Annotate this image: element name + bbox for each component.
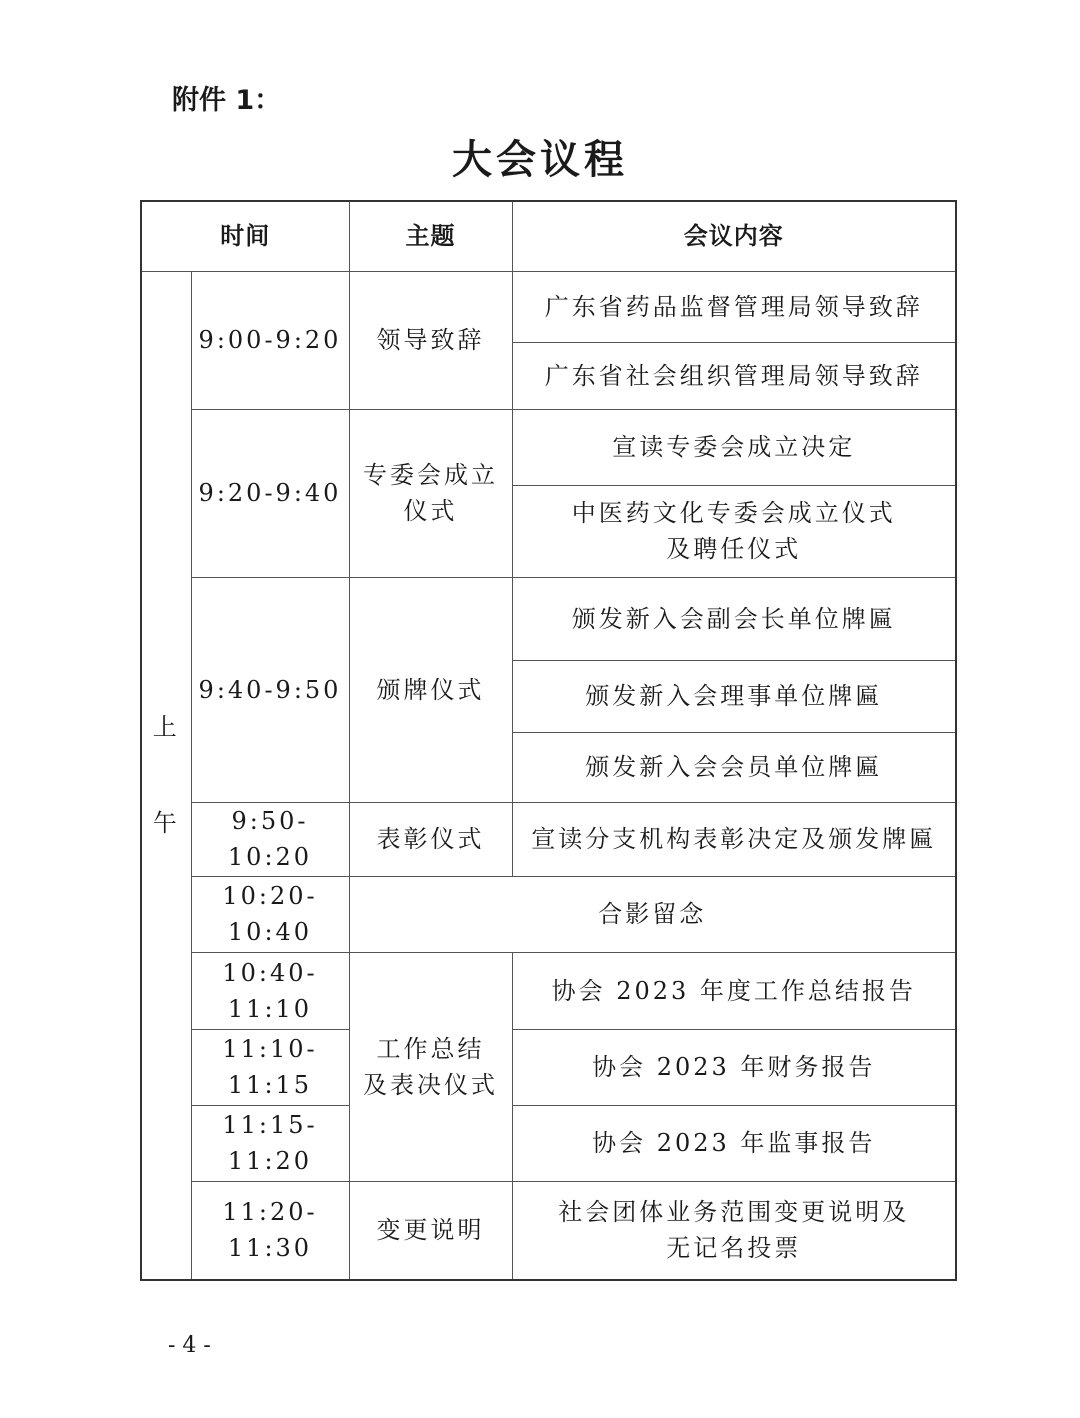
content-cell xyxy=(512,1181,956,1280)
time-cell: 9:40-9:50 xyxy=(191,577,349,802)
theme-line: 仪式 xyxy=(403,497,458,525)
time-cell: 11:10-11:15 xyxy=(191,1029,349,1105)
content-cell: 颁发新入会理事单位牌匾 xyxy=(512,660,956,732)
table-row xyxy=(141,1181,956,1280)
content-line: 社会团体业务范围变更说明及 xyxy=(558,1198,910,1227)
table-row xyxy=(141,802,956,876)
content-cell: 广东省社会组织管理局领导致辞 xyxy=(512,342,956,409)
theme-cell xyxy=(349,409,512,577)
content-cell: 广东省药品监督管理局领导致辞 xyxy=(512,271,956,342)
header-content: 会议内容 xyxy=(512,201,956,271)
table-row xyxy=(141,1029,956,1105)
theme-line: 专委会成立 xyxy=(363,461,498,489)
theme-cell: 颁牌仪式 xyxy=(349,577,512,802)
time-cell: 9:20-9:40 xyxy=(191,409,349,577)
table-row xyxy=(141,577,956,660)
period-cell xyxy=(141,271,191,1280)
theme-cell: 领导致辞 xyxy=(349,271,512,409)
attachment-label: 附件 1： xyxy=(172,85,282,116)
content-cell: 协会 2023 年监事报告 xyxy=(512,1105,956,1181)
time-cell: 9:00-9:20 xyxy=(191,271,349,409)
theme-line: 工作总结 xyxy=(376,1034,485,1063)
theme-cell: 变更说明 xyxy=(349,1181,512,1280)
time-cell: 10:40-11:10 xyxy=(191,952,349,1029)
content-cell: 协会 2023 年度工作总结报告 xyxy=(512,952,956,1029)
page-number: - 4 - xyxy=(168,1333,211,1358)
document-title: 大会议程 xyxy=(452,137,628,183)
content-cell: 颁发新入会会员单位牌匾 xyxy=(512,732,956,802)
content-line: 无记名投票 xyxy=(666,1234,802,1263)
table-row xyxy=(141,409,956,485)
time-cell: 10:20-10:40 xyxy=(191,876,349,952)
table-row xyxy=(141,952,956,1029)
theme-cell xyxy=(349,952,512,1181)
header-time: 时间 xyxy=(141,201,349,271)
period-char: 午 xyxy=(152,809,180,838)
agenda-table xyxy=(140,200,957,1281)
content-cell: 宣读分支机构表彰决定及颁发牌匾 xyxy=(512,802,956,876)
time-cell: 9:50-10:20 xyxy=(191,802,349,876)
time-cell: 11:20-11:30 xyxy=(191,1181,349,1280)
time-cell: 11:15-11:20 xyxy=(191,1105,349,1181)
content-cell: 颁发新入会副会长单位牌匾 xyxy=(512,577,956,660)
theme-cell: 表彰仪式 xyxy=(349,802,512,876)
table-row xyxy=(141,1105,956,1181)
period-char: 上 xyxy=(152,713,180,742)
content-cell: 协会 2023 年财务报告 xyxy=(512,1029,956,1105)
table-row xyxy=(141,271,956,342)
table-row xyxy=(141,876,956,952)
theme-line: 及表决仪式 xyxy=(363,1070,498,1099)
merged-cell: 合影留念 xyxy=(349,876,956,952)
content-cell xyxy=(512,485,956,577)
content-line: 及聘任仪式 xyxy=(666,535,802,563)
content-cell: 宣读专委会成立决定 xyxy=(512,409,956,485)
header-theme: 主题 xyxy=(349,201,512,271)
header-row xyxy=(141,201,956,271)
content-line: 中医药文化专委会成立仪式 xyxy=(571,499,896,527)
